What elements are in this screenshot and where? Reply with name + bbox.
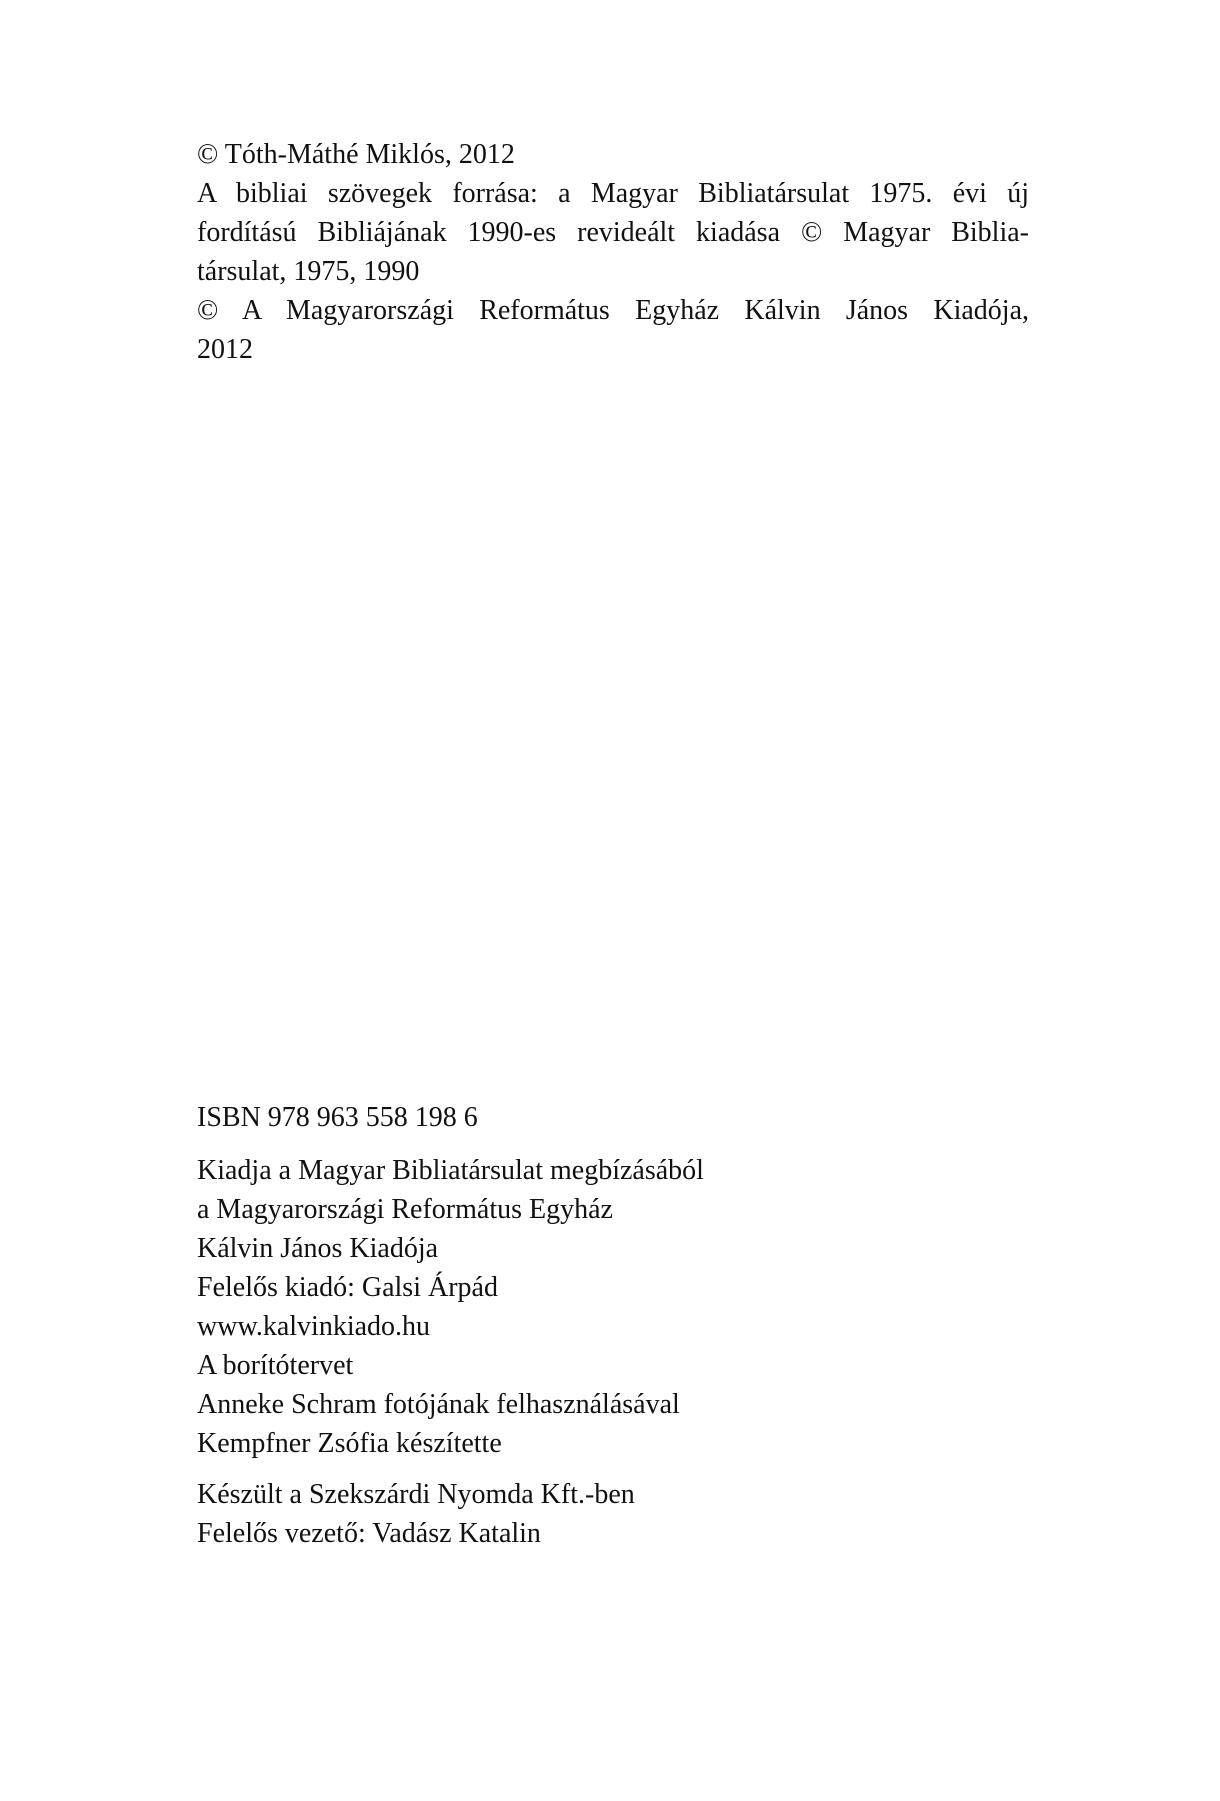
imprint-line: Kálvin János Kiadója (197, 1233, 439, 1264)
imprint-line: a Magyarországi Református Egyház (197, 1194, 613, 1225)
cover-credit-line: Anneke Schram fotójának felhasználásával (197, 1389, 680, 1420)
imprint-block (197, 1098, 1029, 1553)
bible-source-line-1: A bibliai szövegek forrása: a Magyar Bibliatársulat 1975. évi új (197, 178, 1029, 209)
cover-credit-line: Kempfner Zsófia készítette (197, 1428, 502, 1459)
publisher-website: www.kalvinkiado.hu (197, 1311, 431, 1342)
isbn: ISBN 978 963 558 198 6 (197, 1102, 478, 1133)
publisher-copyright-line-2: 2012 (197, 334, 253, 365)
author-copyright: © Tóth-Máthé Miklós, 2012 (197, 139, 515, 170)
bible-source-line-3: társulat, 1975, 1990 (197, 256, 420, 287)
printer-manager: Felelős vezető: Vadász Katalin (197, 1518, 541, 1549)
publisher-copyright-line-1: © A Magyarországi Református Egyház Kálvin János Kiadója, (197, 295, 1029, 326)
spacer (197, 1463, 1029, 1475)
copyright-block (197, 135, 1029, 369)
responsible-publisher: Felelős kiadó: Galsi Árpád (197, 1272, 498, 1303)
printer-line: Készült a Szekszárdi Nyomda Kft.-ben (197, 1479, 635, 1510)
bible-source-line-2: fordítású Bibliájának 1990-es revideált kiadása © Magyar Biblia- (197, 217, 1029, 248)
cover-credit-line: A borítótervet (197, 1350, 354, 1381)
imprint-line: Kiadja a Magyar Bibliatársulat megbízásából (197, 1155, 704, 1186)
